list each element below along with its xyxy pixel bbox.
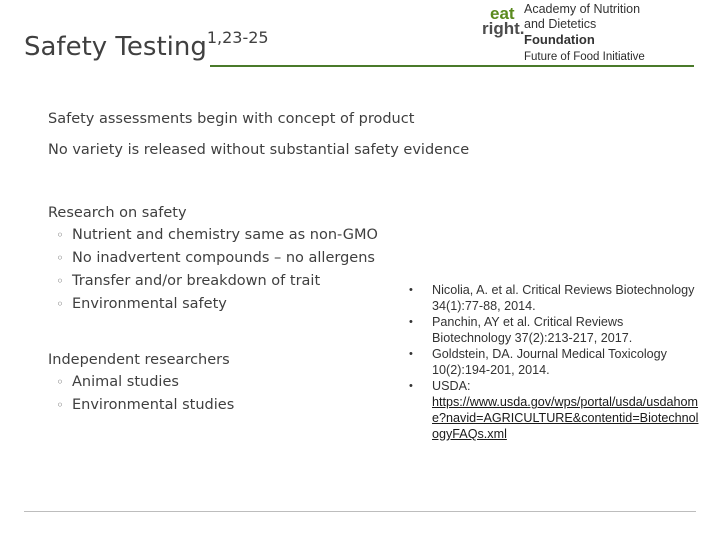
circle-bullet-icon: ◦ (56, 297, 64, 311)
bullet-icon: • (409, 380, 413, 392)
independent-item-text: Environmental studies (72, 397, 235, 413)
circle-bullet-icon: ◦ (56, 375, 64, 389)
reference-item (404, 346, 704, 378)
reference-item (404, 378, 704, 442)
research-item-text: No inadvertent compounds – no allergens (72, 250, 375, 266)
logo-line-1: Academy of Nutrition (524, 2, 641, 16)
references-list (404, 282, 704, 442)
logo-line-2: and Dietetics (524, 17, 597, 31)
bullet-icon: • (409, 316, 413, 328)
slide-title-text: Safety Testing (24, 32, 207, 62)
logo-mark-right: right. (482, 19, 525, 38)
reference-text: Nicolia, A. et al. Critical Reviews Biotechnology 34(1):77-88, 2014. (432, 283, 695, 313)
research-item (48, 250, 375, 266)
research-item-text: Nutrient and chemistry same as non-GMO (72, 227, 378, 243)
reference-text: Goldstein, DA. Journal Medical Toxicology 10(2):194-201, 2014. (432, 347, 667, 377)
title-citation: 1,23-25 (206, 28, 269, 47)
logo-text (524, 2, 645, 65)
bullet-icon: • (409, 348, 413, 360)
reference-text: USDA: (432, 379, 471, 393)
research-item (48, 296, 227, 312)
independent-item (48, 374, 179, 390)
research-item-text: Transfer and/or breakdown of trait (72, 273, 321, 289)
circle-bullet-icon: ◦ (56, 251, 64, 265)
foundation-logo (478, 2, 698, 64)
independent-item-text: Animal studies (72, 374, 179, 390)
research-item-text: Environmental safety (72, 296, 227, 312)
eat-right-logo-icon (482, 6, 525, 36)
paragraph-no-variety: No variety is released without substantial safety evidence (48, 142, 470, 158)
independent-heading: Independent researchers (48, 352, 230, 368)
research-heading: Research on safety (48, 205, 187, 221)
logo-line-4: Future of Food Initiative (524, 51, 645, 63)
research-item (48, 273, 320, 289)
logo-line-3: Foundation (524, 32, 595, 47)
reference-item (404, 314, 704, 346)
footer-divider (24, 511, 696, 512)
paragraph-safety-assessments: Safety assessments begin with concept of product (48, 111, 415, 127)
circle-bullet-icon: ◦ (56, 274, 64, 288)
reference-item (404, 282, 704, 314)
independent-item (48, 397, 234, 413)
bullet-icon: • (409, 284, 413, 296)
reference-text: Panchin, AY et al. Critical Reviews Biotechnology 37(2):213-217, 2017. (432, 315, 633, 345)
logo-mark-eat: eat (490, 4, 515, 23)
circle-bullet-icon: ◦ (56, 228, 64, 242)
slide-title (24, 28, 269, 62)
research-item (48, 227, 378, 243)
title-underline (210, 65, 694, 67)
usda-faq-link[interactable]: https://www.usda.gov/wps/portal/usda/usdahome?navid=AGRICULTURE&contentid=BiotechnologyFAQs.xml (432, 395, 699, 441)
circle-bullet-icon: ◦ (56, 398, 64, 412)
